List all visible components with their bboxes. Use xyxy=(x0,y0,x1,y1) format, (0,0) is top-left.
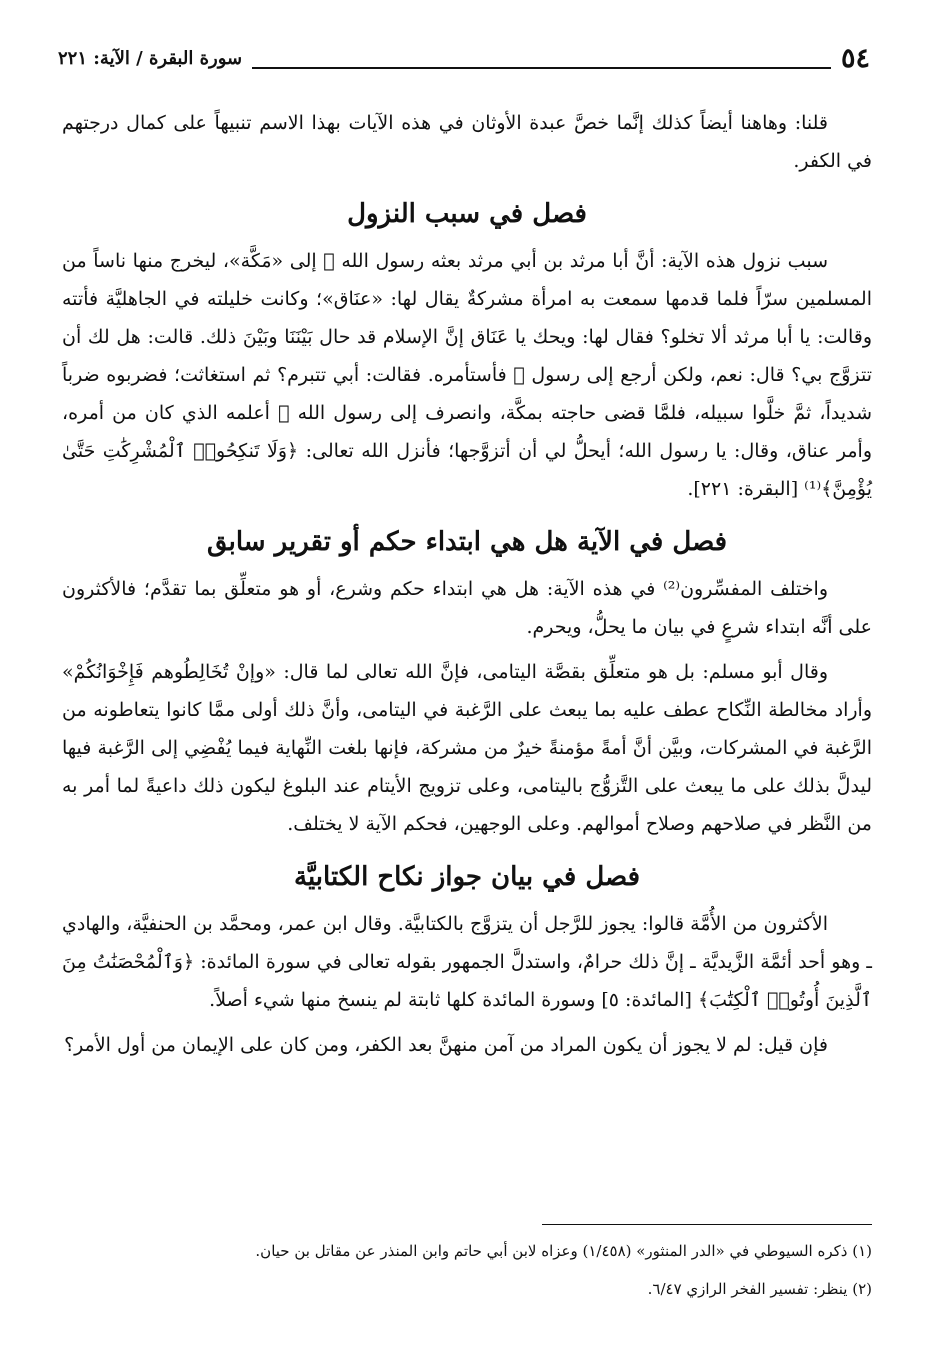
page-number: ٥٤ xyxy=(840,42,870,74)
section-title-kitabiyya-marriage: فصل في بيان جواز نكاح الكتابيَّة xyxy=(294,862,640,892)
paragraph-ruling-origin-2: وقال أبو مسلم: بل هو متعلِّق بقصَّة اليتامى، فإنَّ الله تعالى لما قال: «وإنْ تُخَالِطُوهم فَإِخْوَانُكُمْ» وأراد مخالطة النِّكاح عطف عليه بما يبعث على الرَّغبة في اليتامى، وأنَّ ذلك أولى ممَّا كانوا يتعاطونه من الرَّغبة في المشركات، وبيَّن أنَّ أمةً مؤمنةً خيرٌ من مشركة، فإنها بلغت النِّهاية فيما يُفْضِي إلى الرَّغبة فيها ليدلَّ بذلك على ما يبعث على التَّزوُّج باليتامى، وعلى تزويج الأيتام عند البلوغ ليكون ذلك داعيةً لما أمر به من النَّظر في صلاحهم وصلاح أموالهم. وعلى الوجهين، فحكم الآية لا يختلف. xyxy=(62,661,872,835)
footnote-2: (٢) ينظر: تفسير الفخر الرازي ٦/٤٧. xyxy=(647,1280,872,1298)
footnote-1: (١) ذكره السيوطي في «الدر المنثور» (١/٤٥٨) وعزاه لابن أبي حاتم وابن المنذر عن مقاتل بن حيان. xyxy=(255,1242,872,1260)
page-header xyxy=(58,38,870,78)
paragraph-kitabiyya-1: الأكثرون من الأُمَّة قالوا: يجوز للرَّجل أن يتزوَّج بالكتابيَّة. وقال ابن عمر، ومحمَّد بن الحنفيَّة، والهادي ـ وهو أحد أئمَّة الزَّيديَّة ـ إنَّ ذلك حرامٌ، واستدلَّ الجمهور بقوله تعالى في سورة المائدة: ﴿وَٱلْمُحْصَنَٰتُ مِنَ ٱلَّذِينَ أُوتُوا۟ ٱلْكِتَٰبَ﴾ [المائدة: ٥] وسورة المائدة كلها ثابتة لم ينسخ منها شيء أصلاً. xyxy=(62,913,872,1011)
paragraph-ruling-origin-1: واختلف المفسِّرون⁽²⁾ في هذه الآية: هل هي ابتداء حكم وشرع، أو هو متعلِّق بما تقدَّم؛ فالأكثرون على أنَّه ابتداء شرعٍ في بيان ما يحلُّ، ويحرم. xyxy=(62,578,872,638)
header-rule xyxy=(252,67,831,69)
paragraph-kitabiyya-2: فإن قيل: لم لا يجوز أن يكون المراد من آمن منهنَّ بعد الكفر، ومن كان على الإيمان من أول الأمر؟ xyxy=(64,1034,828,1056)
running-title: سورة البقرة / الآية: ٢٢١ xyxy=(58,47,243,69)
page-body xyxy=(62,104,872,1071)
intro-paragraph: قلنا: وهاهنا أيضاً كذلك إنَّما خصَّ عبدة الأوثان في هذه الآيات بهذا الاسم تنبيهاً على كمال درجتهم في الكفر. xyxy=(62,112,872,172)
paragraph-revelation-cause: سبب نزول هذه الآية: أنَّ أبا مرثد بن أبي مرثد بعثه رسول الله ﷺ إلى «مَكَّة»، ليخرج منها ناساً من المسلمين سرّاً فلما قدمها سمعت به امرأة مشركةٌ يقال لها: «عنَاق»؛ وكانت خليلته في الجاهليَّة فأتته وقالت: يا أبا مرثد ألا تخلو؟ فقال لها: ويحك يا عَنَاق إنَّ الإسلام قد حال بَيْنَنَا وبَيْنَ ذلك. قالت: هل لك أن تتزوَّج بي؟ قال: نعم، ولكن أرجع إلى رسول ﷺ فأستأمره. فقالت: أبي تتبرم؟ ثم استغاثت؛ فضربوه ضرباً شديداً، ثمَّ خلَّوا سبيله، فلمَّا قضى حاجته بمكَّة، وانصرف إلى رسول الله ﷺ أعلمه الذي كان من أمره، وأمر عناق، وقال: يا رسول الله؛ أيحلُّ لي أن أتزوَّجها؛ فأنزل الله تعالى: ﴿وَلَا تَنكِحُوا۟ ٱلْمُشْرِكَٰتِ حَتَّىٰ يُؤْمِنَّ﴾⁽¹⁾ [البقرة: ٢٢١]. xyxy=(62,250,872,500)
section-title-ruling-origin: فصل في الآية هل هي ابتداء حكم أو تقرير سابق xyxy=(206,527,728,557)
footnotes-rule xyxy=(542,1224,872,1225)
section-title-revelation-cause: فصل في سبب النزول xyxy=(347,199,587,229)
footnotes xyxy=(62,1236,872,1312)
